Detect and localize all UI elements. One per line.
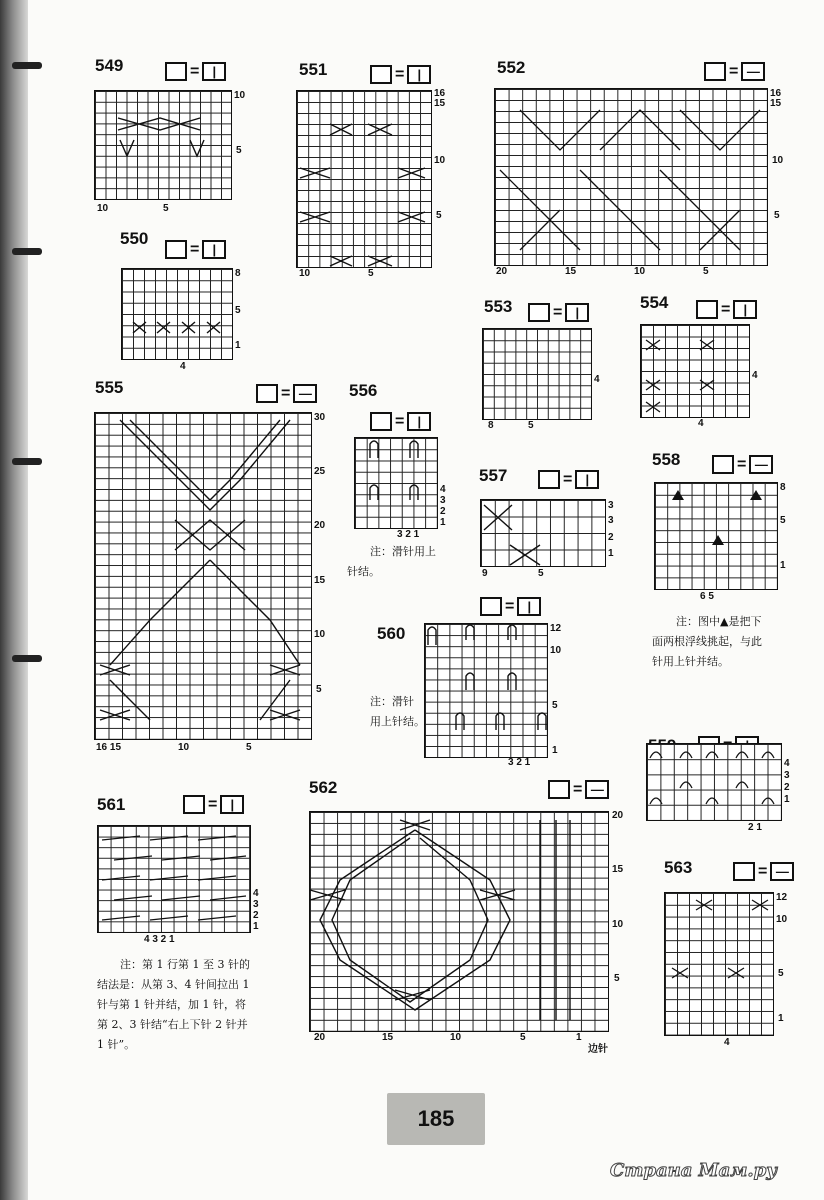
row-label: 15 (770, 98, 782, 109)
row-label: 10 (612, 919, 624, 930)
blank-cell-symbol (733, 862, 755, 881)
col-label: 3 2 1 (508, 757, 531, 768)
knit-symbol-icon: | (517, 597, 541, 616)
row-label: 5 (614, 973, 620, 984)
knitting-chart-560 (424, 623, 548, 758)
col-label: 5 (368, 268, 374, 279)
knit-symbol-icon: | (575, 470, 599, 489)
equals-sign: = (721, 300, 731, 318)
row-label: 20 (314, 520, 326, 531)
blank-cell-symbol (538, 470, 560, 489)
blank-cell-symbol (183, 795, 205, 814)
chart-legend (538, 470, 599, 489)
purl-symbol-icon: — (770, 862, 794, 881)
purl-symbol-icon: — (585, 780, 609, 799)
row-label: 2 (440, 506, 446, 517)
col-label: 2 1 (748, 822, 762, 833)
page-number: 185 (387, 1093, 485, 1145)
chart-legend (712, 455, 773, 474)
equals-sign: = (553, 303, 563, 321)
row-label: 10 (772, 155, 784, 166)
col-label: 4 (724, 1037, 730, 1048)
knitting-chart-561 (97, 825, 251, 933)
row-label: 10 (776, 914, 788, 925)
col-label: 10 (634, 266, 646, 277)
equals-sign: = (563, 470, 573, 488)
equals-sign: = (737, 455, 747, 473)
row-label: 10 (550, 645, 562, 656)
note-line: 第 2、3 针结“右上下针 2 针并 (97, 1018, 248, 1031)
col-label: 5 (163, 203, 169, 214)
row-label: 30 (314, 412, 326, 423)
col-label: 10 (97, 203, 109, 214)
knitting-chart-563 (664, 892, 774, 1036)
knitting-chart-550 (121, 268, 233, 360)
binding-mark (12, 655, 42, 662)
chart-number: 562 (309, 778, 338, 797)
chart-number: 558 (652, 450, 681, 469)
row-label: 1 (780, 560, 786, 571)
row-label: 5 (436, 210, 442, 221)
blank-cell-symbol (712, 455, 734, 474)
row-label: 2 (608, 532, 614, 543)
equals-sign: = (395, 65, 405, 83)
row-label: 2 (784, 782, 790, 793)
chart-legend (480, 597, 541, 616)
chart-number: 560 (377, 624, 406, 643)
blank-cell-symbol (256, 384, 278, 403)
note-561 (120, 955, 250, 975)
knitting-chart-549 (94, 90, 232, 200)
row-label: 15 (314, 575, 326, 586)
purl-symbol-icon: — (293, 384, 317, 403)
col-label: 16 15 (96, 742, 122, 753)
note-line: 结法是：从第 3、4 针间拉出 1 (97, 978, 250, 991)
row-label: 1 (608, 548, 614, 559)
knitting-chart-559 (646, 743, 782, 821)
col-label: 10 (178, 742, 190, 753)
chart-number: 557 (479, 466, 508, 485)
book-spine-shadow (0, 0, 28, 1200)
note-line: 注：图中▲是把下 (676, 615, 762, 628)
chart-legend (548, 780, 609, 799)
row-label: 1 (440, 517, 446, 528)
chart-legend (528, 303, 589, 322)
col-label: 10 (450, 1032, 462, 1043)
row-label: 2 (253, 910, 259, 921)
note-line: 用上针结。 (370, 715, 425, 728)
note-558-l2 (652, 632, 762, 652)
row-label: 15 (612, 864, 624, 875)
chart-number: 552 (497, 58, 526, 77)
chart-number: 556 (349, 381, 378, 400)
blank-cell-symbol (370, 65, 392, 84)
row-label: 5 (316, 684, 322, 695)
row-label: 20 (612, 810, 624, 821)
blank-cell-symbol (165, 62, 187, 81)
knit-symbol-icon: | (220, 795, 244, 814)
col-label: 9 (482, 568, 488, 579)
knit-symbol-icon: | (407, 65, 431, 84)
chart-legend (165, 240, 226, 259)
col-label: 5 (528, 420, 534, 431)
row-label: 4 (594, 374, 600, 385)
col-label: 20 (314, 1032, 326, 1043)
col-label: 4 (698, 418, 704, 429)
row-label: 4 (253, 888, 259, 899)
purl-symbol-icon: — (749, 455, 773, 474)
row-label: 1 (235, 340, 241, 351)
row-label: 4 (784, 758, 790, 769)
blank-cell-symbol (480, 597, 502, 616)
equals-sign: = (190, 240, 200, 258)
equals-sign: = (395, 412, 405, 430)
row-label: 3 (608, 515, 614, 526)
chart-number: 550 (120, 229, 149, 248)
chart-legend (165, 62, 226, 81)
row-label: 3 (784, 770, 790, 781)
equals-sign: = (573, 780, 583, 798)
row-label: 16 (434, 88, 446, 99)
chart-number: 555 (95, 378, 124, 397)
row-label: 10 (234, 90, 246, 101)
col-label: 4 (180, 361, 186, 372)
chart-legend (733, 862, 794, 881)
col-label: 3 2 1 (397, 529, 420, 540)
blank-cell-symbol (696, 300, 718, 319)
knit-symbol-icon: | (202, 240, 226, 259)
watermark-logo: Страна Мам.ру (610, 1160, 777, 1181)
purl-symbol-icon: — (741, 62, 765, 81)
row-label: 15 (434, 98, 446, 109)
row-label: 10 (314, 629, 326, 640)
row-label: 8 (235, 268, 241, 279)
note-558-l3 (652, 652, 729, 672)
row-label: 1 (784, 794, 790, 805)
knitting-chart-562 (309, 811, 609, 1032)
row-label: 12 (550, 623, 562, 634)
note-558 (676, 612, 761, 632)
note-line: 1 针”。 (97, 1038, 136, 1051)
row-label: 1 (552, 745, 558, 756)
knitting-chart-554 (640, 324, 750, 418)
note-line: 注：第 1 行第 1 至 3 针的 (120, 958, 250, 971)
col-label: 8 (488, 420, 494, 431)
row-label: 5 (778, 968, 784, 979)
knitting-chart-557 (480, 499, 606, 567)
row-label: 5 (774, 210, 780, 221)
chart-number: 563 (664, 858, 693, 877)
row-label: 1 (253, 921, 259, 932)
row-label: 3 (608, 500, 614, 511)
chart-legend (256, 384, 317, 403)
blank-cell-symbol (548, 780, 570, 799)
equals-sign: = (729, 62, 739, 80)
row-label: 5 (552, 700, 558, 711)
knitting-chart-558 (654, 482, 778, 590)
blank-cell-symbol (370, 412, 392, 431)
note-line: 针用上针并结。 (652, 655, 729, 668)
col-label: 4 3 2 1 (144, 934, 175, 945)
note-line: 针与第 1 针并结，加 1 针，将 (97, 998, 246, 1011)
note-556-cont (347, 562, 380, 582)
note-560 (370, 692, 425, 732)
chart-number: 561 (97, 795, 126, 814)
chart-legend (370, 65, 431, 84)
knitting-chart-555 (94, 412, 312, 740)
col-label: 5 (538, 568, 544, 579)
binding-mark (12, 62, 42, 69)
row-label: 16 (770, 88, 782, 99)
knitting-chart-551 (296, 90, 432, 268)
knitting-chart-552 (494, 88, 768, 266)
col-label: 15 (382, 1032, 394, 1043)
edge-stitch-label: 边针 (588, 1044, 608, 1055)
chart-legend (370, 412, 431, 431)
col-label: 20 (496, 266, 508, 277)
col-label: 10 (299, 268, 311, 279)
knit-symbol-icon: | (407, 412, 431, 431)
row-label: 5 (780, 515, 786, 526)
row-label: 3 (253, 899, 259, 910)
blank-cell-symbol (165, 240, 187, 259)
knit-symbol-icon: | (733, 300, 757, 319)
note-line: 面两根浮线挑起，与此 (652, 635, 762, 648)
col-label: 6 5 (700, 591, 714, 602)
note-line: 注：滑针 (370, 695, 414, 708)
col-label: 15 (565, 266, 577, 277)
chart-number: 554 (640, 293, 669, 312)
row-label: 4 (752, 370, 758, 381)
chart-legend (183, 795, 244, 814)
row-label: 10 (434, 155, 446, 166)
knitting-chart-553 (482, 328, 592, 420)
col-label: 5 (246, 742, 252, 753)
knit-symbol-icon: | (565, 303, 589, 322)
equals-sign: = (208, 795, 218, 813)
knit-symbol-icon: | (202, 62, 226, 81)
row-label: 1 (778, 1013, 784, 1024)
knitting-chart-556 (354, 437, 438, 529)
row-label: 5 (236, 145, 242, 156)
col-label: 1 (576, 1032, 582, 1043)
binding-mark (12, 248, 42, 255)
chart-number: 551 (299, 60, 328, 79)
chart-legend (696, 300, 757, 319)
row-label: 25 (314, 466, 326, 477)
note-line: 针结。 (347, 565, 380, 578)
blank-cell-symbol (704, 62, 726, 81)
chart-number: 549 (95, 56, 124, 75)
note-line: 注：滑针用上 (370, 545, 436, 558)
note-561-body (97, 975, 250, 1055)
row-label: 3 (440, 495, 446, 506)
equals-sign: = (505, 597, 515, 615)
row-label: 12 (776, 892, 788, 903)
equals-sign: = (758, 862, 768, 880)
equals-sign: = (281, 384, 291, 402)
row-label: 8 (780, 482, 786, 493)
chart-number: 553 (484, 297, 513, 316)
col-label: 5 (520, 1032, 526, 1043)
chart-legend (704, 62, 765, 81)
row-label: 4 (440, 484, 446, 495)
col-label: 5 (703, 266, 709, 277)
note-556 (370, 542, 436, 562)
equals-sign: = (190, 62, 200, 80)
row-label: 5 (235, 305, 241, 316)
binding-mark (12, 458, 42, 465)
blank-cell-symbol (528, 303, 550, 322)
